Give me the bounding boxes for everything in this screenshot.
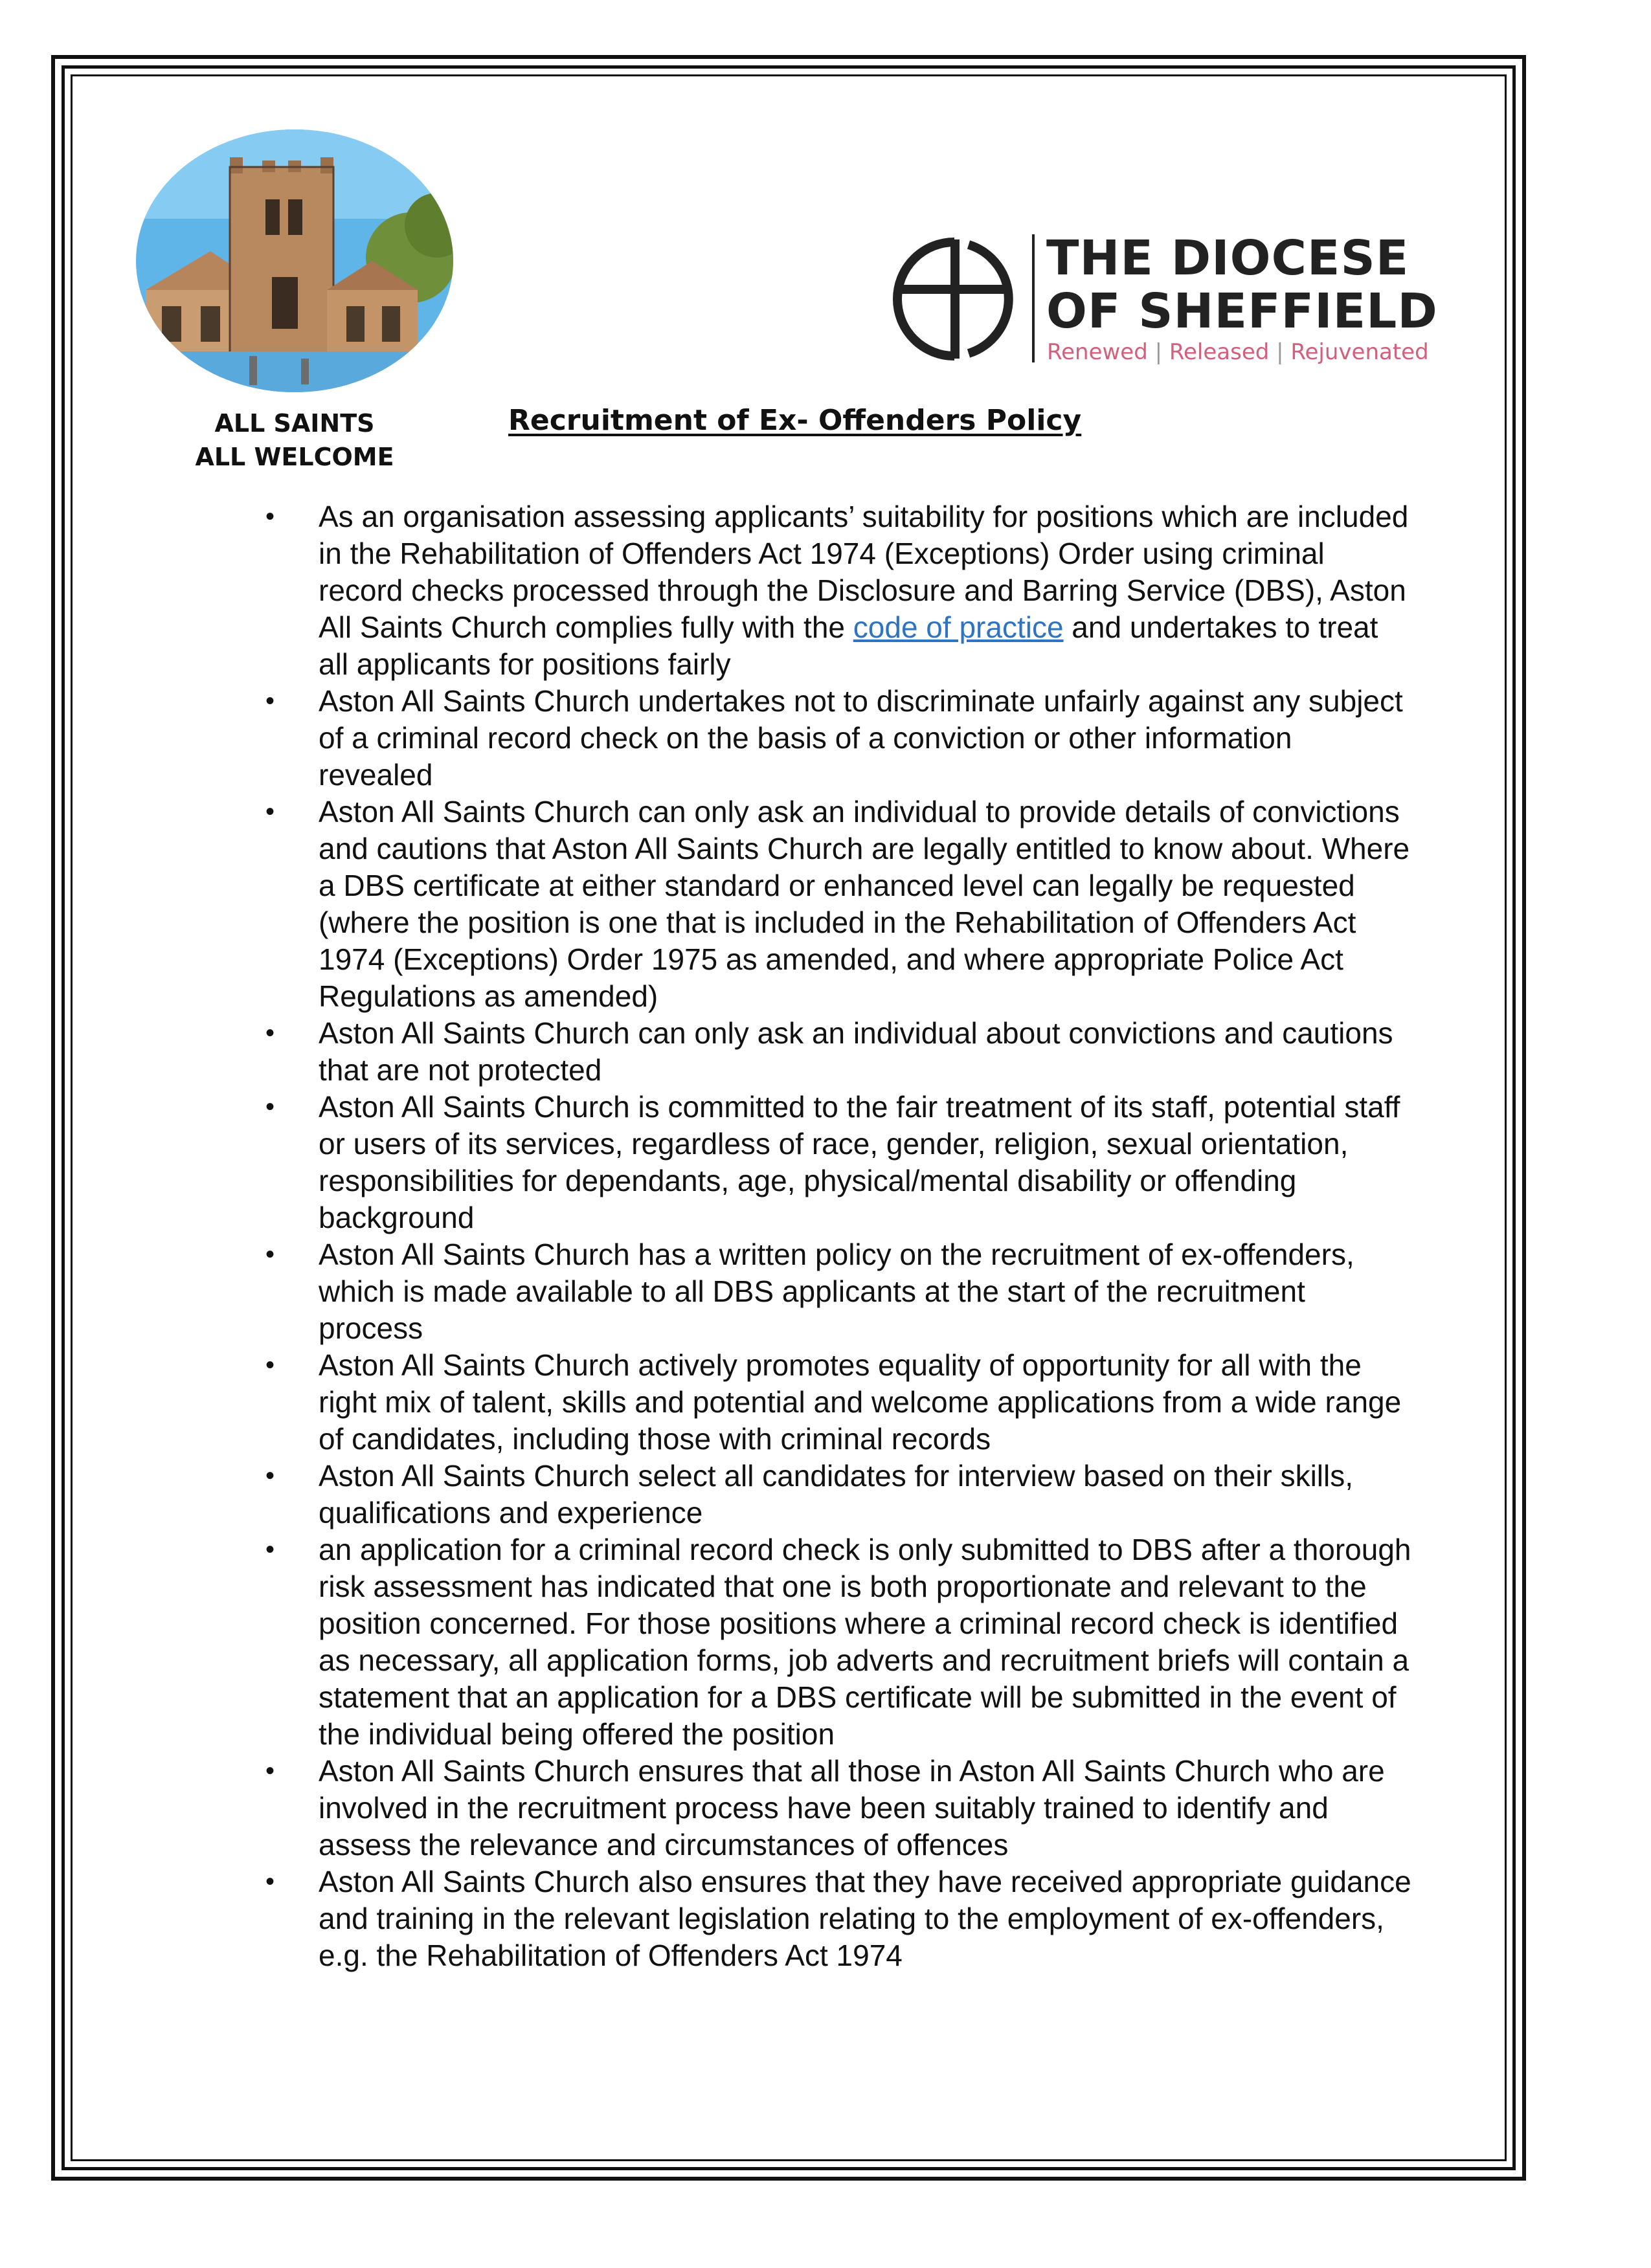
policy-item: • Aston All Saints Church also ensures that they have received appropriate guidance and training in the relevant legislation relating to the employment of ex-offenders, e.g. the Rehabilitation of Offenders Act 1974 — [246, 1863, 1411, 1974]
tagline-separator: | — [1154, 339, 1163, 365]
diocese-name — [1046, 232, 1438, 338]
tagline-renewed: Renewed — [1047, 339, 1148, 365]
diocese-tagline — [1047, 339, 1429, 365]
tagline-separator: | — [1276, 339, 1284, 365]
policy-item: • Aston All Saints Church ensures that all those in Aston All Saints Church who are involved in the recruitment process have been suitably trained to identify and assess the relevance and circumstances of offences — [246, 1753, 1411, 1863]
policy-list — [246, 498, 1411, 1974]
policy-item: • Aston All Saints Church undertakes not to discriminate unfairly against any subject of a criminal record check on the basis of a conviction or other information revealed — [246, 683, 1411, 794]
diocese-divider — [1032, 234, 1035, 362]
church-logo-caption — [162, 406, 427, 474]
policy-title: Recruitment of Ex- Offenders Policy — [508, 404, 1082, 437]
policy-item: • Aston All Saints Church has a written policy on the recruitment of ex-offenders, which is made available to all DBS applicants at the start of the recruitment process — [246, 1236, 1411, 1347]
church-caption-line1: ALL SAINTS — [214, 409, 375, 438]
diocese-cross-icon — [890, 234, 1019, 364]
church-logo — [133, 128, 456, 394]
diocese-name-line2: OF SHEFFIELD — [1046, 284, 1438, 339]
diocese-name-line1: THE DIOCESE — [1046, 230, 1410, 286]
policy-item-text: and undertakes to treat all applicants for positions fairly — [319, 610, 1378, 681]
tagline-released: Released — [1169, 339, 1270, 365]
church-caption-line2: ALL WELCOME — [195, 443, 394, 471]
policy-item: • Aston All Saints Church select all candidates for interview based on their skills, qualifications and experience — [246, 1458, 1411, 1531]
policy-item: • Aston All Saints Church can only ask an individual to provide details of convictions and cautions that Aston All Saints Church are legally entitled to know about. Where a DBS certificate at either standard or enhanced level can legally be requested (where the position is one that is included in the Rehabilitation of Offenders Act 1974 (Exceptions) Order 1975 as amended, and where appropriate Police Act Regulations as amended) — [246, 794, 1411, 1015]
policy-item — [246, 498, 1411, 683]
policy-item: • Aston All Saints Church is committed to the fair treatment of its staff, potential staff or users of its services, regardless of race, gender, religion, sexual orientation, responsibilities for dependants, age, physical/mental disability or offending background — [246, 1089, 1411, 1236]
code-of-practice-link[interactable]: code of practice — [853, 610, 1064, 644]
policy-item: • an application for a criminal record check is only submitted to DBS after a thorough risk assessment has indicated that one is both proportionate and relevant to the position concerned. For those positions where a criminal record check is identified as necessary, all application forms, job adverts and recruitment briefs will contain a statement that an application for a DBS certificate will be submitted in the event of the individual being offered the position — [246, 1531, 1411, 1753]
policy-item: • Aston All Saints Church can only ask an individual about convictions and cautions that are not protected — [246, 1015, 1411, 1089]
policy-item-text: As an organisation assessing applicants’ suitability for positions which are included in the Rehabilitation of Offenders Act 1974 (Exceptions) Order using criminal record checks processed through the Disclosure and Barring Service (DBS), Aston All Saints Church complies fully with the — [319, 500, 1409, 644]
policy-item: • Aston All Saints Church actively promotes equality of opportunity for all with the right mix of talent, skills and potential and welcome applications from a wide range of candidates, including those with criminal records — [246, 1347, 1411, 1458]
tagline-rejuvenated: Rejuvenated — [1290, 339, 1429, 365]
